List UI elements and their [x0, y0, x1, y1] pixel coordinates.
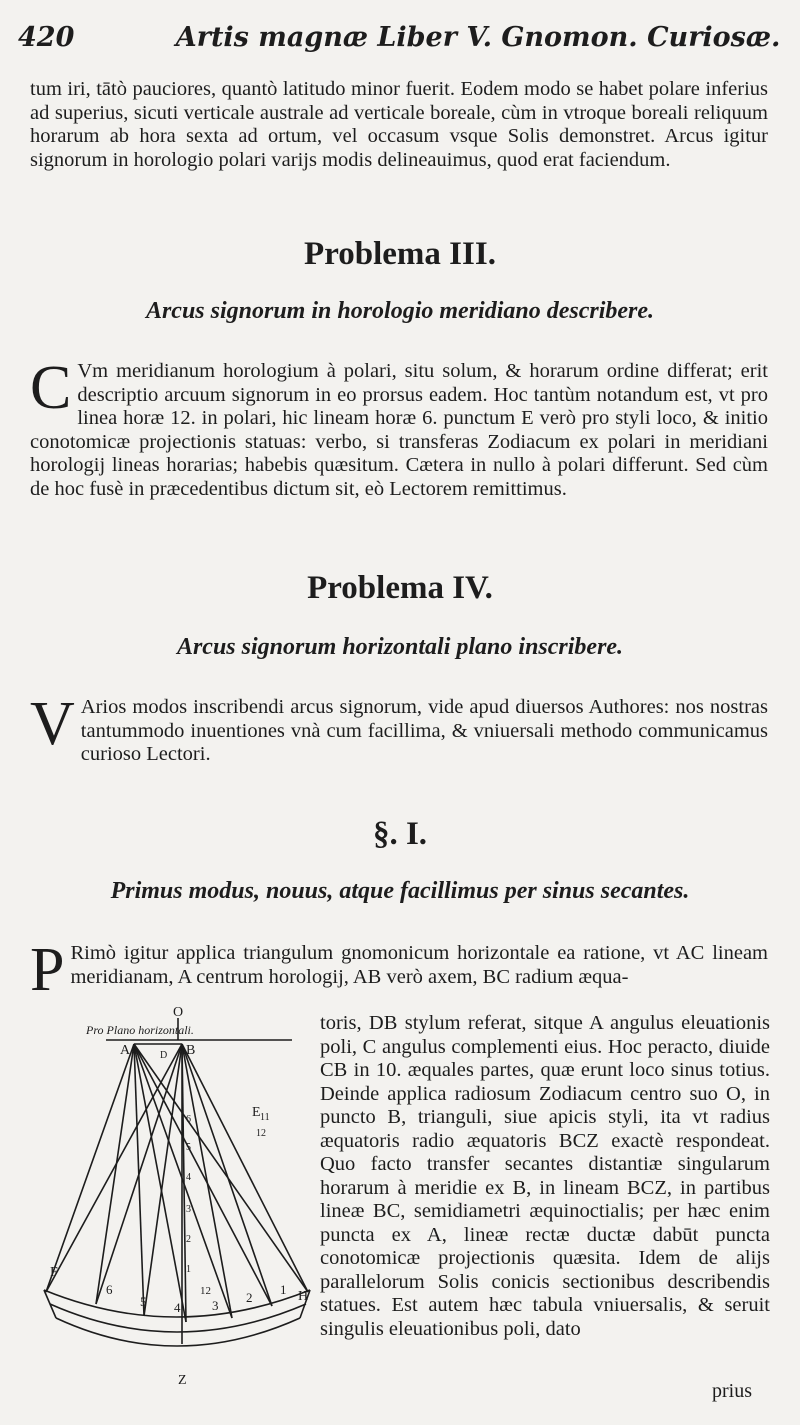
- hour-mark-12: 12: [256, 1128, 266, 1139]
- problem3-paragraph: [30, 354, 768, 501]
- plane-label: Pro Plano horizontali.: [86, 1023, 194, 1037]
- problem3-subtitle: Arcus signorum in horologio meridiano describere.: [145, 298, 655, 324]
- hour-label-6: 6: [106, 1282, 113, 1297]
- section1-initial: P: [30, 936, 65, 1004]
- problem4-text: Arios modos inscribendi arcus signorum, vide apud diuersos Authores: nos nostras tantummodo inuentiones vnà cum facillima, & vniuersali methodo communicamus curioso Lectori.: [80, 696, 768, 765]
- section1-title: §. I.: [372, 816, 428, 852]
- hour-label-12: 12: [200, 1285, 211, 1297]
- section1-column-text: toris, DB stylum referat, sitque A angulus eleuationis poli, C angulus complementi eius. Hoc peracto, diuide CB in 10. æquales partes, quæ erunt loco sinus totius. Deinde applica radiosum Zodiacum centro suo O, in puncto B, trianguli, siue apicis styli, ita vt radius æquatoris radio æquatoris BCZ exactè respondeat. Quo facto transfer secantes distantiæ singularum horarum à meridie ex B, in lineam BCZ, in partibus lineæ BC, semidiametri æquinoctialis; per hæc enim puncta ex A, lineæ rectæ ductæ dabūt puncta conotomicæ projectionis quæsita. Idem de alijs parallelorum Solis conicis sectionibus describendis statues. Est autem hæc tabula vniuersalis, & seruit singulis eleuationibus poli, dato: [320, 1012, 770, 1340]
- problem3-text: Vm meridianum horologium à polari, situ solum, & horarum ordine differat; erit descriptio arcuum signorum in eo prorsus eadem. Hoc tantùm notandum est, vt pro linea horæ 12. in polari, hic lineam horæ 6. punctum E verò pro styli loco, & initio conotomicæ projectionis statuas: verbo, si transferas Zodiacum ex polari in meridiani horologij lineas horarias; habebis quæsitum. Cætera in nullo à polari differunt. Sed cùm de hoc fusè in præcedentibus dictum sit, eò Lectorem remittimus.: [30, 360, 768, 500]
- hour-mark-4: 4: [186, 1172, 191, 1183]
- label-O: O: [173, 1005, 184, 1020]
- problem4-paragraph: [30, 690, 768, 767]
- hour-mark-3: 3: [186, 1204, 191, 1215]
- section1-subtitle: Primus modus, nouus, atque facillimus per sinus secantes.: [110, 878, 690, 904]
- problem4-subtitle: Arcus signorum horizontali plano inscribere.: [176, 634, 624, 660]
- label-D: D: [160, 1050, 168, 1061]
- intro-paragraph: [30, 78, 768, 172]
- hour-label-1: 1: [280, 1282, 287, 1297]
- hour-label-11: 11: [260, 1112, 270, 1123]
- section1-lead-paragraph: [30, 936, 768, 1004]
- problem3-initial: C: [30, 354, 72, 422]
- catchword: prius: [712, 1380, 752, 1402]
- label-E: E: [252, 1105, 261, 1120]
- hour-mark-6: 6: [186, 1114, 191, 1125]
- section1-column: [320, 1012, 770, 1341]
- running-title: Artis magnæ Liber V. Gnomon. Curiosæ.: [175, 22, 781, 53]
- running-header: [18, 22, 781, 53]
- hour-mark-2: 2: [186, 1234, 191, 1245]
- hour-label-3: 3: [212, 1298, 219, 1313]
- label-Z: Z: [178, 1373, 187, 1384]
- label-H: H: [298, 1289, 309, 1304]
- problem4-title: Problema IV.: [307, 570, 493, 606]
- problem3-title: Problema III.: [304, 236, 496, 272]
- gnomonic-diagram: [36, 1004, 336, 1384]
- hour-mark-5: 5: [186, 1142, 191, 1153]
- label-A: A: [120, 1043, 131, 1058]
- hour-mark-1: 1: [186, 1264, 191, 1275]
- section1-lead-text: Rimò igitur applica triangulum gnomonicum horizontale ea ratione, vt AC lineam meridianam, A centrum horologij, AB verò axem, BC radium æqua-: [70, 942, 768, 988]
- hour-label-5: 5: [140, 1294, 147, 1309]
- problem4-initial: V: [30, 690, 75, 758]
- page-number: 420: [18, 22, 75, 53]
- label-F: F: [50, 1265, 58, 1280]
- hour-label-4: 4: [174, 1300, 181, 1315]
- label-B: B: [186, 1043, 196, 1058]
- intro-text: tum iri, tātò pauciores, quantò latitudo minor fuerit. Eodem modo se habet polare inferius ad superius, sicuti verticale australe ad verticale boreale, cùm in vtroque boreali reliquum horarum ab hora sexta ad ortum, vel occasum vsque Solis demonstret. Arcus igitur signorum in horologio polari varijs modis delineauimus, quod erat faciendum.: [30, 78, 768, 171]
- hour-label-2: 2: [246, 1290, 253, 1305]
